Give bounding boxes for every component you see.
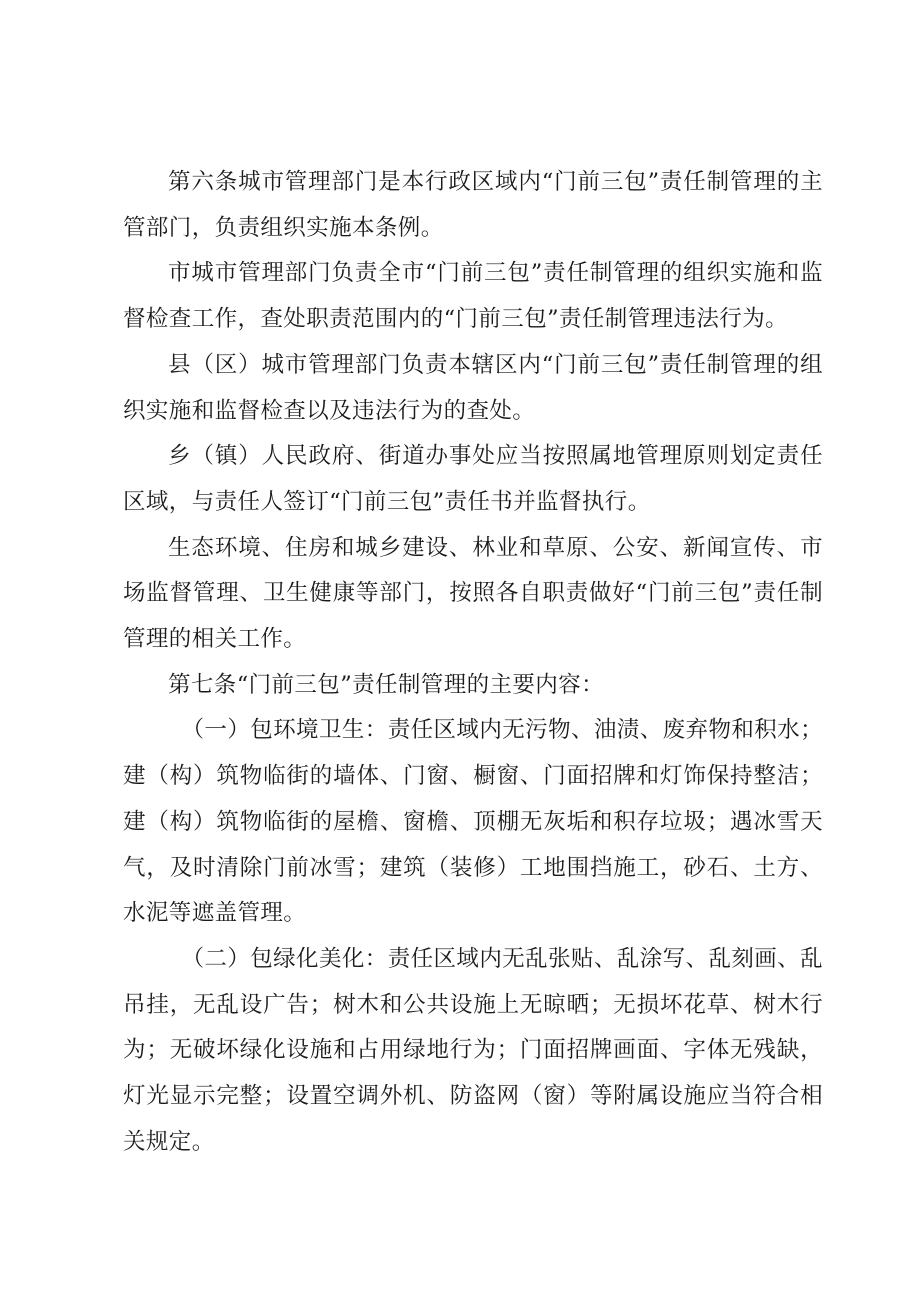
paragraph-other-departments: 生态环境、住房和城乡建设、林业和草原、公安、新闻宣传、市场监督管理、卫生健康等部门，按照各自职责做好“门前三包”责任制管理的相关工作。 [123, 534, 823, 653]
paragraph-county-department: 县（区）城市管理部门负责本辖区内“门前三包”责任制管理的组织实施和监督检查以及违法行为的查处。 [123, 351, 823, 424]
paragraph-item-2-greening: （二）包绿化美化：责任区域内无乱张贴、乱涂写、乱刻画、乱吊挂，无乱设广告；树木和公共设施上无晾晒；无损坏花草、树木行为；无破坏绿化设施和占用绿地行为；门面招牌画面、字体无残缺，灯光显示完整；设置空调外机、防盗网（窗）等附属设施应当符合相关规定。 [123, 945, 823, 1155]
document-body [123, 160, 823, 1165]
paragraph-article-7: 第七条“门前三包”责任制管理的主要内容： [168, 671, 605, 698]
paragraph-township-government: 乡（镇）人民政府、街道办事处应当按照属地管理原则划定责任区域，与责任人签订“门前三包”责任书并监督执行。 [123, 443, 823, 515]
paragraph-city-department: 市城市管理部门负责全市“门前三包”责任制管理的组织实施和监督检查工作，查处职责范围内的“门前三包”责任制管理违法行为。 [123, 260, 823, 333]
paragraph-article-6: 第六条城市管理部门是本行政区域内“门前三包”责任制管理的主管部门，负责组织实施本条例。 [123, 169, 823, 241]
paragraph-item-1-sanitation: （一）包环境卫生：责任区域内无污物、油渍、废弃物和积水；建（构）筑物临街的墙体、门窗、橱窗、门面招牌和灯饰保持整洁；建（构）筑物临街的屋檐、窗檐、顶棚无灰垢和积存垃圾；遇冰雪天气，及时清除门前冰雪；建筑（装修）工地围挡施工，砂石、土方、水泥等遮盖管理。 [123, 717, 823, 927]
